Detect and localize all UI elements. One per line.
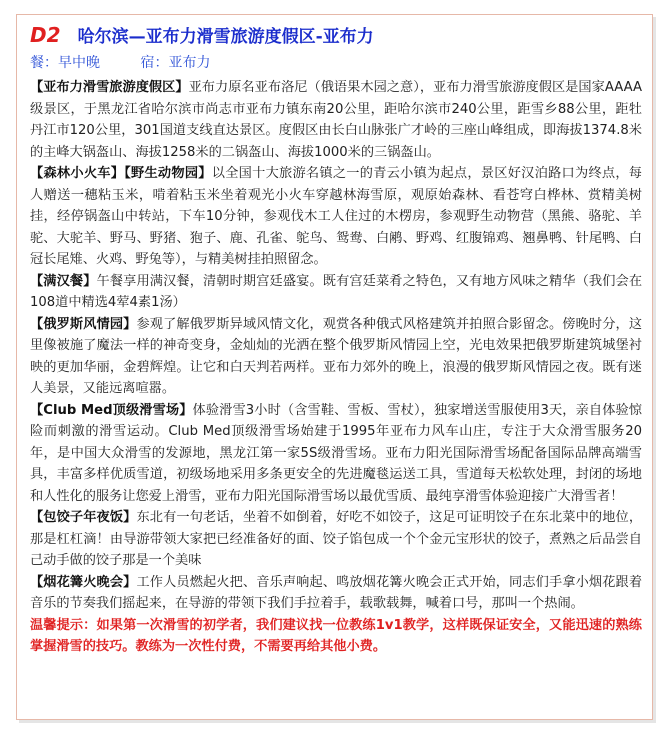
day-header <box>30 22 643 47</box>
section-manchu-han-feast <box>30 271 642 314</box>
section-label: 【俄罗斯风情园】 <box>30 316 137 332</box>
section-text: 参观了解俄罗斯异域风情文化，观赏各种俄式风格建筑并拍照合影留念。傍晚时分，这里像被施了魔法一样的神奇变身，金灿灿的光洒在整个俄罗斯风情园上空，光电效果把俄罗斯建筑城堡衬映的更加华丽，金碧辉煌。让它和白天判若两样。亚布力郊外的晚上，浪漫的俄罗斯风情园之夜。既有迷人美景，又能远离喧嚣。 <box>30 316 643 396</box>
warm-tip: 温馨提示：如果第一次滑雪的初学者，我们建议找一位教练1v1教学，这样既保证安全，又能迅速的熟练掌握滑雪的技巧。教练为一次性付费，不需要再给其他小费。 <box>30 617 642 654</box>
section-forest-train <box>30 163 642 271</box>
section-ski-resort <box>30 77 642 163</box>
section-label: 【Club Med顶级滑雪场】 <box>30 402 193 418</box>
section-text: 体验滑雪3小时（含雪鞋、雪板、雪杖），独家增送雪服使用3天，亲自体验惊险而刺激的滑雪运动。Club Med顶级滑雪场始建于1995年亚布力风车山庄，专注于大众滑雪服务20年，是中国大众滑雪的发源地，黑龙江第一家5S级滑雪场。亚布力阳光国际滑雪场配备国际品牌高端雪具，丰富多样优质雪道，初级场地采用多条更安全的先进魔毯运送工具，雪道每天松软处理，封闭的场地和人性化的服务让您爱上滑雪，亚布力阳光国际滑雪场以最优雪质、最纯享滑雪体验迎接广大滑雪者！ <box>30 402 642 504</box>
section-club-med <box>30 400 642 508</box>
section-label: 【烟花篝火晚会】 <box>30 574 137 590</box>
section-dumpling-dinner <box>30 507 642 572</box>
section-label: 【亚布力滑雪旅游度假区】 <box>30 80 189 95</box>
meal-lodging-info <box>30 52 246 72</box>
itinerary-content <box>30 77 642 658</box>
section-label: 【包饺子年夜饭】 <box>30 510 137 525</box>
section-text: 午餐享用满汉餐，清朝时期宫廷盛宴。既有宫廷菜肴之特色，又有地方风味之精华（我们会在108道中精选4荤4素1汤） <box>30 273 643 310</box>
section-text: 亚布力原名亚布洛尼（俄语果木园之意），亚布力滑雪旅游度假区是国家AAAA级景区，于黑龙江省哈尔滨市尚志市亚布力镇东南20公里，距哈尔滨市240公里，距雪乡88公里，距牡丹江市120公里，301国道支线直达景区。度假区由长白山脉张广才岭的三座山峰组成，即海拔1374.8米的主峰大锅盔山、海拔1258米的二锅盔山、海拔1000米的三锅盔山。 <box>30 80 643 160</box>
section-text: 以全国十大旅游名镇之一的青云小镇为起点，景区好汉泊路口为终点，每人赠送一穗粘玉米，啃着粘玉米坐着观光小火车穿越林海雪原，观原始森林、看苍穹白桦林、赏精美树挂，经停锅盔山中转站，下车10分钟，参观伐木工人住过的木楞房，参观野生动物营（黑熊、骆驼、羊驼、大驼羊、野马、野猪、狍子、鹿、孔雀、鸵鸟、鸳鸯、白鹇、野鸡、红腹锦鸡、翘鼻鸭、针尾鸭、白冠长尾雉、火鸡、野兔等），与精美树挂拍照留念。 <box>30 166 642 267</box>
section-text: 工作人员燃起火把、音乐声响起、鸣放烟花篝火晚会正式开始，同志们手拿小烟花跟着音乐的节奏我们摇起来，在导游的带领下我们手拉着手，载歌载舞，喊着口号，那叫一个热闹。 <box>30 574 643 611</box>
section-label: 【森林小火车】【野生动物园】 <box>30 166 212 181</box>
section-russian-garden <box>30 314 642 400</box>
section-label: 【满汉餐】 <box>30 273 97 289</box>
day-title: 哈尔滨—亚布力滑雪旅游度假区-亚布力 <box>77 27 374 47</box>
lodging-info: 宿：亚布力 <box>140 55 211 71</box>
section-bonfire-party <box>30 572 642 615</box>
section-text: 东北有一句老话，坐着不如倒着，好吃不如饺子，这足可证明饺子在东北菜中的地位，那是杠杠滴！由导游带领大家把已经准备好的面、饺子馅包成一个个金元宝形状的饺子，煮熟之后品尝自己动手做的饺子那是一个美味 <box>30 510 643 568</box>
day-tag: D2 <box>30 23 61 47</box>
meals-info: 餐：早中晚 <box>30 55 100 71</box>
